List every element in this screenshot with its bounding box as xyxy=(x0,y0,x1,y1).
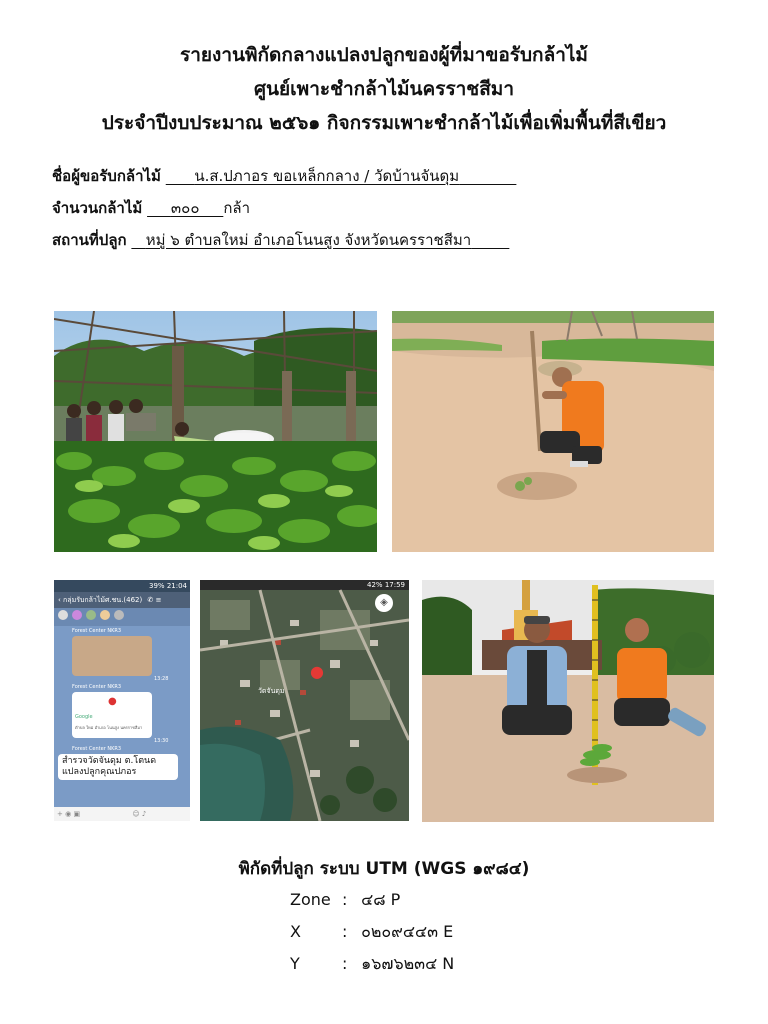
quantity-field xyxy=(52,196,250,220)
mic-icon[interactable]: ♪ xyxy=(141,810,147,818)
report-title: รายงานพิกัดกลางแปลงปลูกของผู้ที่มาขอรับกล้าไม้ xyxy=(180,44,588,66)
menu-icon[interactable]: ≡ xyxy=(155,596,162,604)
image-icon[interactable]: ▣ xyxy=(73,810,81,818)
y-label: Y xyxy=(290,954,300,973)
sender-name-3: Forest Center NKR3 xyxy=(72,746,122,752)
x-row xyxy=(290,920,453,945)
separator: : xyxy=(342,890,348,909)
sender-name-2: Forest Center NKR3 xyxy=(72,684,122,690)
separator: : xyxy=(342,954,348,973)
phone-icon[interactable]: ✆ xyxy=(147,596,154,604)
satellite-illustration xyxy=(200,580,409,821)
quantity-label: จำนวนกล้าไม้ xyxy=(52,199,143,217)
fiscal-year-line: ประจำปีงบประมาณ ๒๕๖๑ กิจกรรมเพาะชำกล้าไม้เพื่อเพิ่มพื้นที่สีเขียว xyxy=(101,112,667,134)
nursery-photo xyxy=(54,311,377,552)
center-name: ศูนย์เพาะชำกล้าไม้นครราชสีมา xyxy=(254,78,514,100)
recipient-label: ชื่อผู้ขอรับกล้าไม้ xyxy=(52,167,161,185)
member-avatars xyxy=(54,608,190,626)
chat-input-bar[interactable] xyxy=(54,807,190,821)
line-chat-screenshot xyxy=(54,580,190,821)
camera-icon[interactable]: ◉ xyxy=(65,810,72,818)
recipient-value: น.ส.ปภาอร ขอเหล็กกลาง / วัดบ้านจันดุม xyxy=(194,167,460,185)
zone-row xyxy=(290,888,400,913)
map-place-label: วัดจันดุม xyxy=(258,687,285,695)
avatar xyxy=(58,610,68,620)
avatar xyxy=(72,610,82,620)
satellite-map-screenshot xyxy=(200,580,409,821)
avatar xyxy=(100,610,110,620)
location-pin-icon: ● xyxy=(310,662,324,681)
chat-title: กลุ่มรับกล้าไม้ศ.ชน.(462) xyxy=(63,596,143,604)
zone-value: ๔๘ P xyxy=(361,890,401,909)
chat-header xyxy=(54,592,190,608)
place-field xyxy=(52,228,561,252)
recipient-field xyxy=(52,164,566,188)
planting-illustration xyxy=(422,580,714,822)
quantity-unit: กล้า xyxy=(223,199,251,217)
layers-icon[interactable]: ◈ xyxy=(375,594,393,612)
place-label: สถานที่ปลูก xyxy=(52,231,127,249)
quantity-value: ๓๐๐ xyxy=(170,199,200,217)
zone-label: Zone xyxy=(290,890,331,909)
nursery-illustration xyxy=(54,311,377,552)
y-row xyxy=(290,952,454,977)
back-arrow-icon[interactable]: ‹ xyxy=(58,596,61,604)
text-message: สำรวจวัดจันดุม ต.โตนด แปลงปลูกคุณปภอร xyxy=(58,754,178,780)
coords-title: พิกัดที่ปลูก ระบบ UTM (WGS ๑๙๘๔) xyxy=(238,859,530,879)
status-bar: 42% 17:59 xyxy=(367,581,405,589)
avatar xyxy=(114,610,124,620)
map-location-message[interactable] xyxy=(72,692,152,738)
emoji-icon[interactable]: ☺ xyxy=(132,810,140,818)
map-caption: ตำบล ใหม่ อำเภอ โนนสูง นครราชสีมา xyxy=(75,725,143,730)
sender-name-1: Forest Center NKR3 xyxy=(72,628,122,634)
location-pin-icon: ● xyxy=(108,696,117,707)
place-value: หมู่ ๖ ตำบลใหม่ อำเภอโนนสูง จังหวัดนครราชสีมา xyxy=(145,231,472,249)
x-label: X xyxy=(290,922,301,941)
digging-illustration xyxy=(392,311,714,552)
y-value: ๑๖๗๖๒๓๔ N xyxy=(361,954,455,973)
status-bar: 39% 21:04 xyxy=(54,580,190,592)
message-time: 13:30 xyxy=(154,738,169,744)
digging-photo xyxy=(392,311,714,552)
plus-icon[interactable]: + xyxy=(57,810,63,818)
separator: : xyxy=(342,922,348,941)
chat-photo-message[interactable] xyxy=(72,636,152,676)
google-label: Google xyxy=(75,714,93,720)
planting-photo xyxy=(422,580,714,822)
message-time: 13:28 xyxy=(154,676,169,682)
avatar xyxy=(86,610,96,620)
x-value: ๐๒๐๙๔๔๓ E xyxy=(361,922,454,941)
